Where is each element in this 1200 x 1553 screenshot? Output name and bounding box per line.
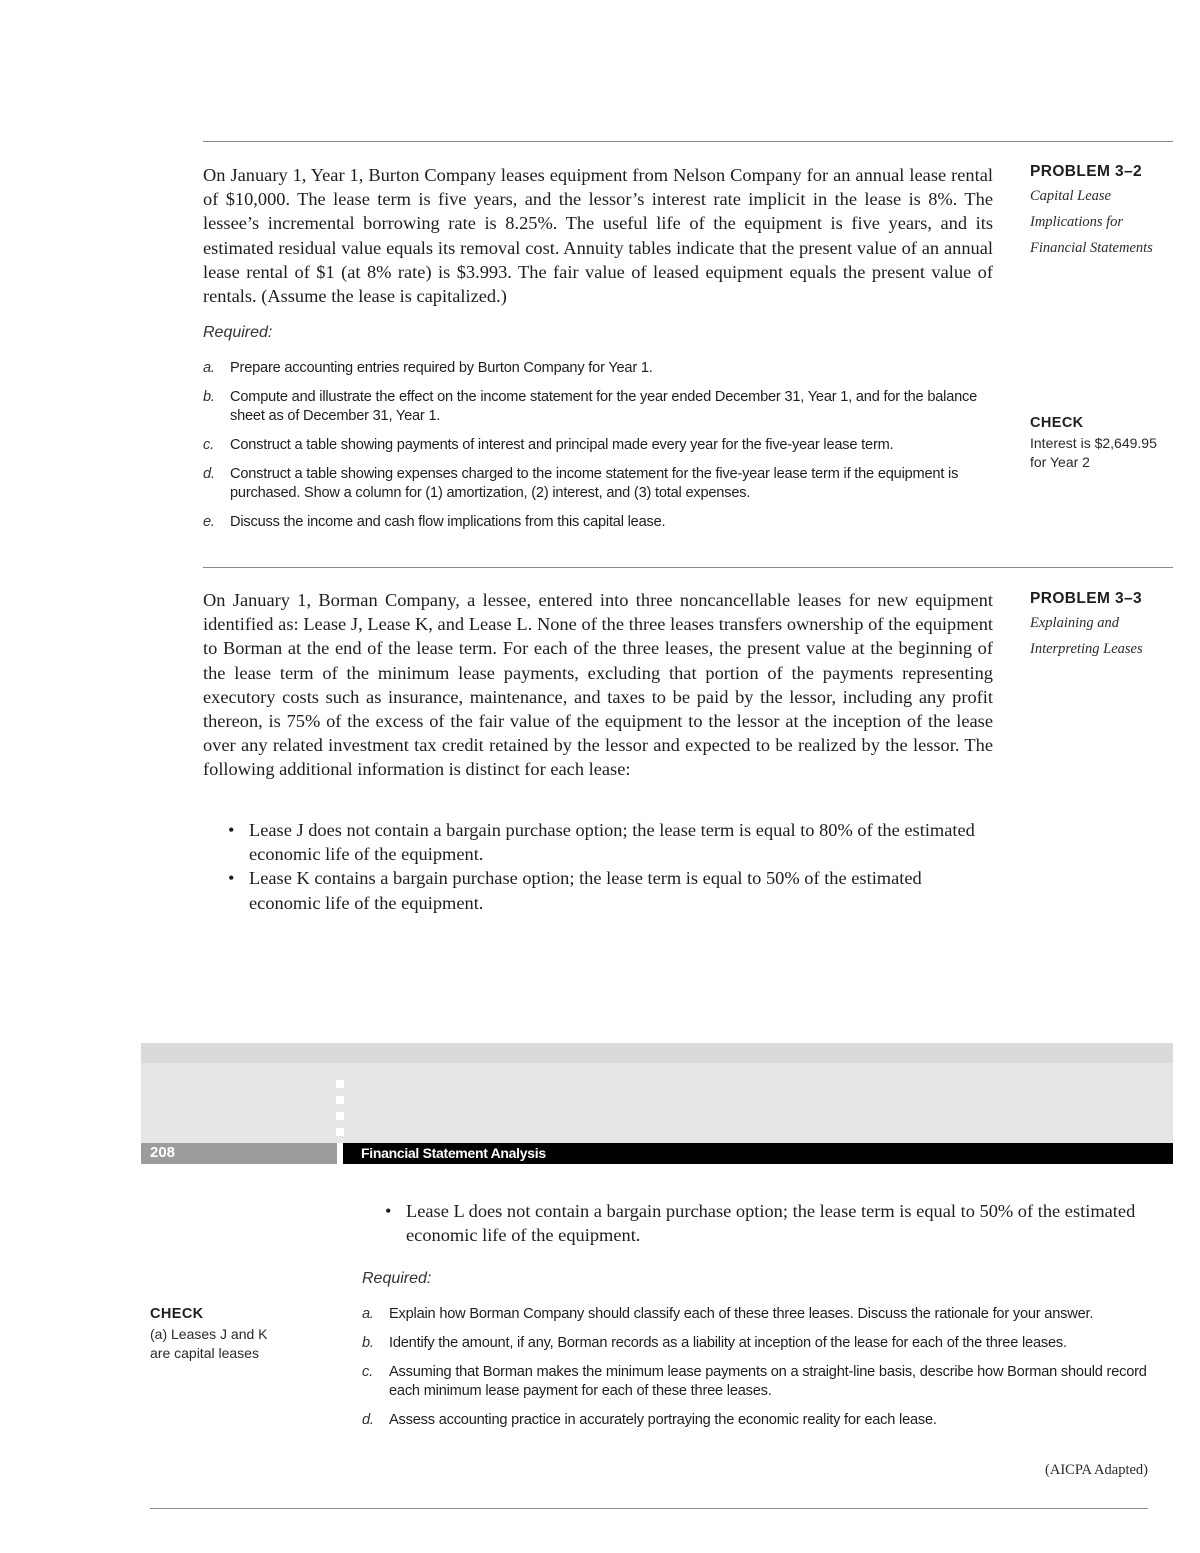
item-letter: a. — [362, 1306, 374, 1322]
check-heading: CHECK — [150, 1306, 204, 1322]
next-page-bullet — [385, 1199, 1155, 1247]
item-text: Identify the amount, if any, Borman records as a liability at inception of the lease for each of the three leases. — [389, 1335, 1067, 1351]
problem-3-2-required-label: Required: — [203, 324, 273, 341]
list-item — [362, 1334, 1152, 1353]
check-heading: CHECK — [1030, 415, 1084, 431]
check-text — [1030, 434, 1195, 472]
problem-3-3-body: On January 1, Borman Company, a lessee, entered into three noncancellable leases for new equipment identified as: Lease J, Lease K, and Lease L. None of the three leases transfers ownership of the equipment to Borman at the end of the lease term. For each of the three leases, the present value at the beginning of the lease term of the minimum lease payments, excluding that portion of the payments representing executory costs such as insurance, maintenance, and taxes to be paid by the lessor, including any profit thereon, is 75% of the excess of the fair value of the equipment to the lessor at the inception of the lease over any related investment tax credit retained by the lessor and expected to be realized by the lessor. The following additional information is distinct for each lease: — [203, 590, 993, 780]
list-item — [203, 465, 993, 503]
item-letter: e. — [203, 514, 215, 530]
item-text: Compute and illustrate the effect on the income statement for the year ended December 31, Year 1, and for the balance sheet as of December 31, Year 1. — [230, 389, 978, 424]
item-letter: b. — [362, 1335, 374, 1351]
subtitle-line: Explaining and — [1030, 615, 1120, 631]
next-page-check — [150, 1306, 350, 1363]
problem-3-2-required-list — [203, 359, 993, 542]
item-text: Explain how Borman Company should classify each of these three leases. Discuss the rationale for your answer. — [389, 1306, 1094, 1322]
item-text: Construct a table showing expenses charged to the income statement for the five-year lease term if the equipment is purchased. Show a column for (1) amortization, (2) interest, and (3) total expenses. — [230, 466, 959, 501]
running-title-marker — [337, 1143, 343, 1164]
page-number: 208 — [150, 1144, 176, 1161]
problem-3-3-subtitle — [1030, 610, 1195, 662]
item-letter: b. — [203, 389, 215, 405]
problem-3-2-body: On January 1, Year 1, Burton Company leases equipment from Nelson Company for an annual lease rental of $10,000. The lease term is five years, and the lessor’s interest rate implicit in the lease is 8%. The lessee’s incremental borrowing rate is 8.25%. The useful life of the equipment is five years, and its estimated residual value equals its removal cost. Annuity tables indicate that the present value of an annual lease rental of $1 (at 8% rate) is $3.993. The fair value of leased equipment equals the present value of rentals. (Assume the lease is capitalized.) — [203, 165, 993, 307]
list-item — [203, 436, 993, 455]
item-text: Discuss the income and cash flow implications from this capital lease. — [230, 514, 666, 530]
item-letter: a. — [203, 360, 215, 376]
next-page-required-label: Required: — [362, 1270, 432, 1287]
item-text: Assess accounting practice in accurately portraying the economic reality for each lease. — [389, 1412, 937, 1428]
subtitle-line: Financial Statements — [1030, 240, 1153, 256]
problem-3-3-sidebar — [1030, 590, 1195, 662]
item-letter: d. — [362, 1412, 374, 1428]
bullet-text: Lease J does not contain a bargain purchase option; the lease term is equal to 80% of the estimated economic life of the equipment. — [249, 820, 975, 865]
item-letter: c. — [362, 1364, 373, 1380]
list-item — [362, 1305, 1152, 1324]
item-letter: d. — [203, 466, 215, 482]
list-item — [203, 388, 993, 426]
middle-rule — [203, 567, 1173, 568]
item-text: Construct a table showing payments of interest and principal made every year for the five-year lease term. — [230, 437, 894, 453]
running-title-bar — [343, 1143, 1173, 1164]
list-item — [203, 359, 993, 378]
problem-3-3-heading: PROBLEM 3–3 — [1030, 590, 1143, 607]
footer-band-top-edge — [141, 1043, 1173, 1063]
check-text — [150, 1325, 350, 1363]
top-rule — [203, 141, 1173, 142]
subtitle-line: Interpreting Leases — [1030, 641, 1143, 657]
item-text: Assuming that Borman makes the minimum lease payments on a straight-line basis, describe how Borman should record each minimum lease payment for each of these three leases. — [389, 1364, 1147, 1399]
next-page-required-list — [362, 1305, 1152, 1440]
list-item — [228, 818, 993, 866]
running-title: Financial Statement Analysis — [361, 1145, 546, 1161]
bullet-icon: • — [385, 1201, 392, 1221]
item-letter: c. — [203, 437, 214, 453]
list-item — [385, 1199, 1155, 1247]
problem-3-2-check — [1030, 415, 1195, 472]
subtitle-line: Implications for — [1030, 214, 1124, 230]
list-item — [203, 513, 993, 532]
list-item — [362, 1411, 1152, 1430]
footer-dash-marks — [336, 1080, 344, 1140]
check-line: (a) Leases J and K — [150, 1326, 268, 1342]
source-note: (AICPA Adapted) — [1045, 1462, 1148, 1478]
bullet-icon: • — [228, 820, 235, 840]
bottom-rule — [150, 1508, 1148, 1509]
list-item — [228, 866, 993, 914]
check-line: are capital leases — [150, 1345, 259, 1361]
check-line: for Year 2 — [1030, 454, 1090, 470]
problem-3-3-bullets — [228, 818, 993, 915]
problem-3-2-heading: PROBLEM 3–2 — [1030, 163, 1143, 180]
check-line: Interest is $2,649.95 — [1030, 435, 1157, 451]
problem-3-2-subtitle — [1030, 183, 1195, 261]
item-text: Prepare accounting entries required by Burton Company for Year 1. — [230, 360, 653, 376]
page-number-block — [141, 1143, 337, 1164]
bullet-icon: • — [228, 868, 235, 889]
bullet-text: Lease L does not contain a bargain purchase option; the lease term is equal to 50% of the estimated economic life of the equipment. — [406, 1201, 1136, 1246]
bullet-text: Lease K contains a bargain purchase option; the lease term is equal to 50% of the estimated economic life of the equipment. — [249, 868, 922, 913]
list-item — [362, 1363, 1152, 1401]
subtitle-line: Capital Lease — [1030, 188, 1111, 204]
problem-3-2-sidebar — [1030, 163, 1195, 261]
